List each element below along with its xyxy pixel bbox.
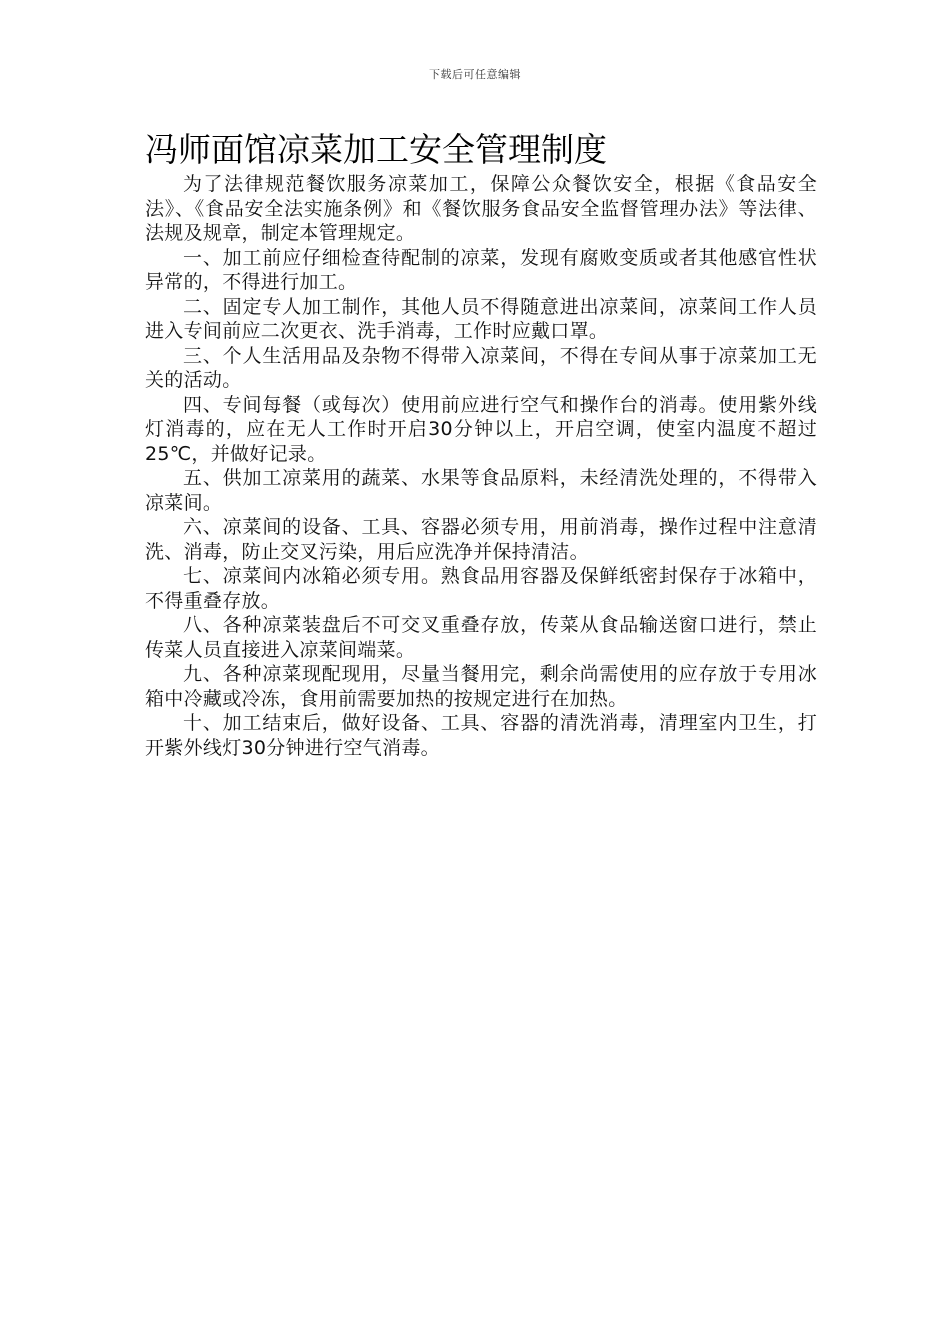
- paragraph-rule-10: 十、加工结束后，做好设备、工具、容器的清洗消毒，清理室内卫生，打开紫外线灯30分钟进行空气消毒。: [145, 712, 817, 759]
- paragraph-rule-4: 四、专间每餐（或每次）使用前应进行空气和操作台的消毒。使用紫外线灯消毒的，应在无人工作时开启30分钟以上，开启空调，使室内温度不超过25℃，并做好记录。: [145, 393, 817, 465]
- document-body: [145, 128, 817, 760]
- paragraph-rule-9: 九、各种凉菜现配现用，尽量当餐用完，剩余尚需使用的应存放于专用冰箱中冷藏或冷冻，食用前需要加热的按规定进行在加热。: [145, 663, 817, 710]
- paragraph-rule-8: 八、各种凉菜装盘后不可交叉重叠存放，传菜从食品输送窗口进行，禁止传菜人员直接进入凉菜间端菜。: [145, 614, 817, 661]
- document-title: 冯师面馆凉菜加工安全管理制度: [145, 130, 607, 169]
- paragraph-rule-5: 五、供加工凉菜用的蔬菜、水果等食品原料，未经清洗处理的，不得带入凉菜间。: [145, 467, 817, 514]
- paragraph-rule-1: 一、加工前应仔细检查待配制的凉菜，发现有腐败变质或者其他感官性状异常的，不得进行加工。: [145, 246, 817, 293]
- paragraph-rule-2: 二、固定专人加工制作，其他人员不得随意进出凉菜间，凉菜间工作人员进入专间前应二次更衣、洗手消毒，工作时应戴口罩。: [145, 295, 817, 342]
- paragraph-rule-3: 三、个人生活用品及杂物不得带入凉菜间，不得在专间从事于凉菜加工无关的活动。: [145, 344, 817, 391]
- paragraph-rule-6: 六、凉菜间的设备、工具、容器必须专用，用前消毒，操作过程中注意清洗、消毒，防止交叉污染，用后应洗净并保持清洁。: [145, 516, 817, 563]
- paragraph-rule-7: 七、凉菜间内冰箱必须专用。熟食品用容器及保鲜纸密封保存于冰箱中，不得重叠存放。: [145, 565, 817, 612]
- page-header-note: 下载后可任意编辑: [429, 68, 521, 81]
- document-content: [145, 172, 817, 760]
- paragraph-intro: 为了法律规范餐饮服务凉菜加工，保障公众餐饮安全，根据《食品安全法》、《食品安全法实施条例》和《餐饮服务食品安全监督管理办法》等法律、法规及规章，制定本管理规定。: [145, 173, 817, 244]
